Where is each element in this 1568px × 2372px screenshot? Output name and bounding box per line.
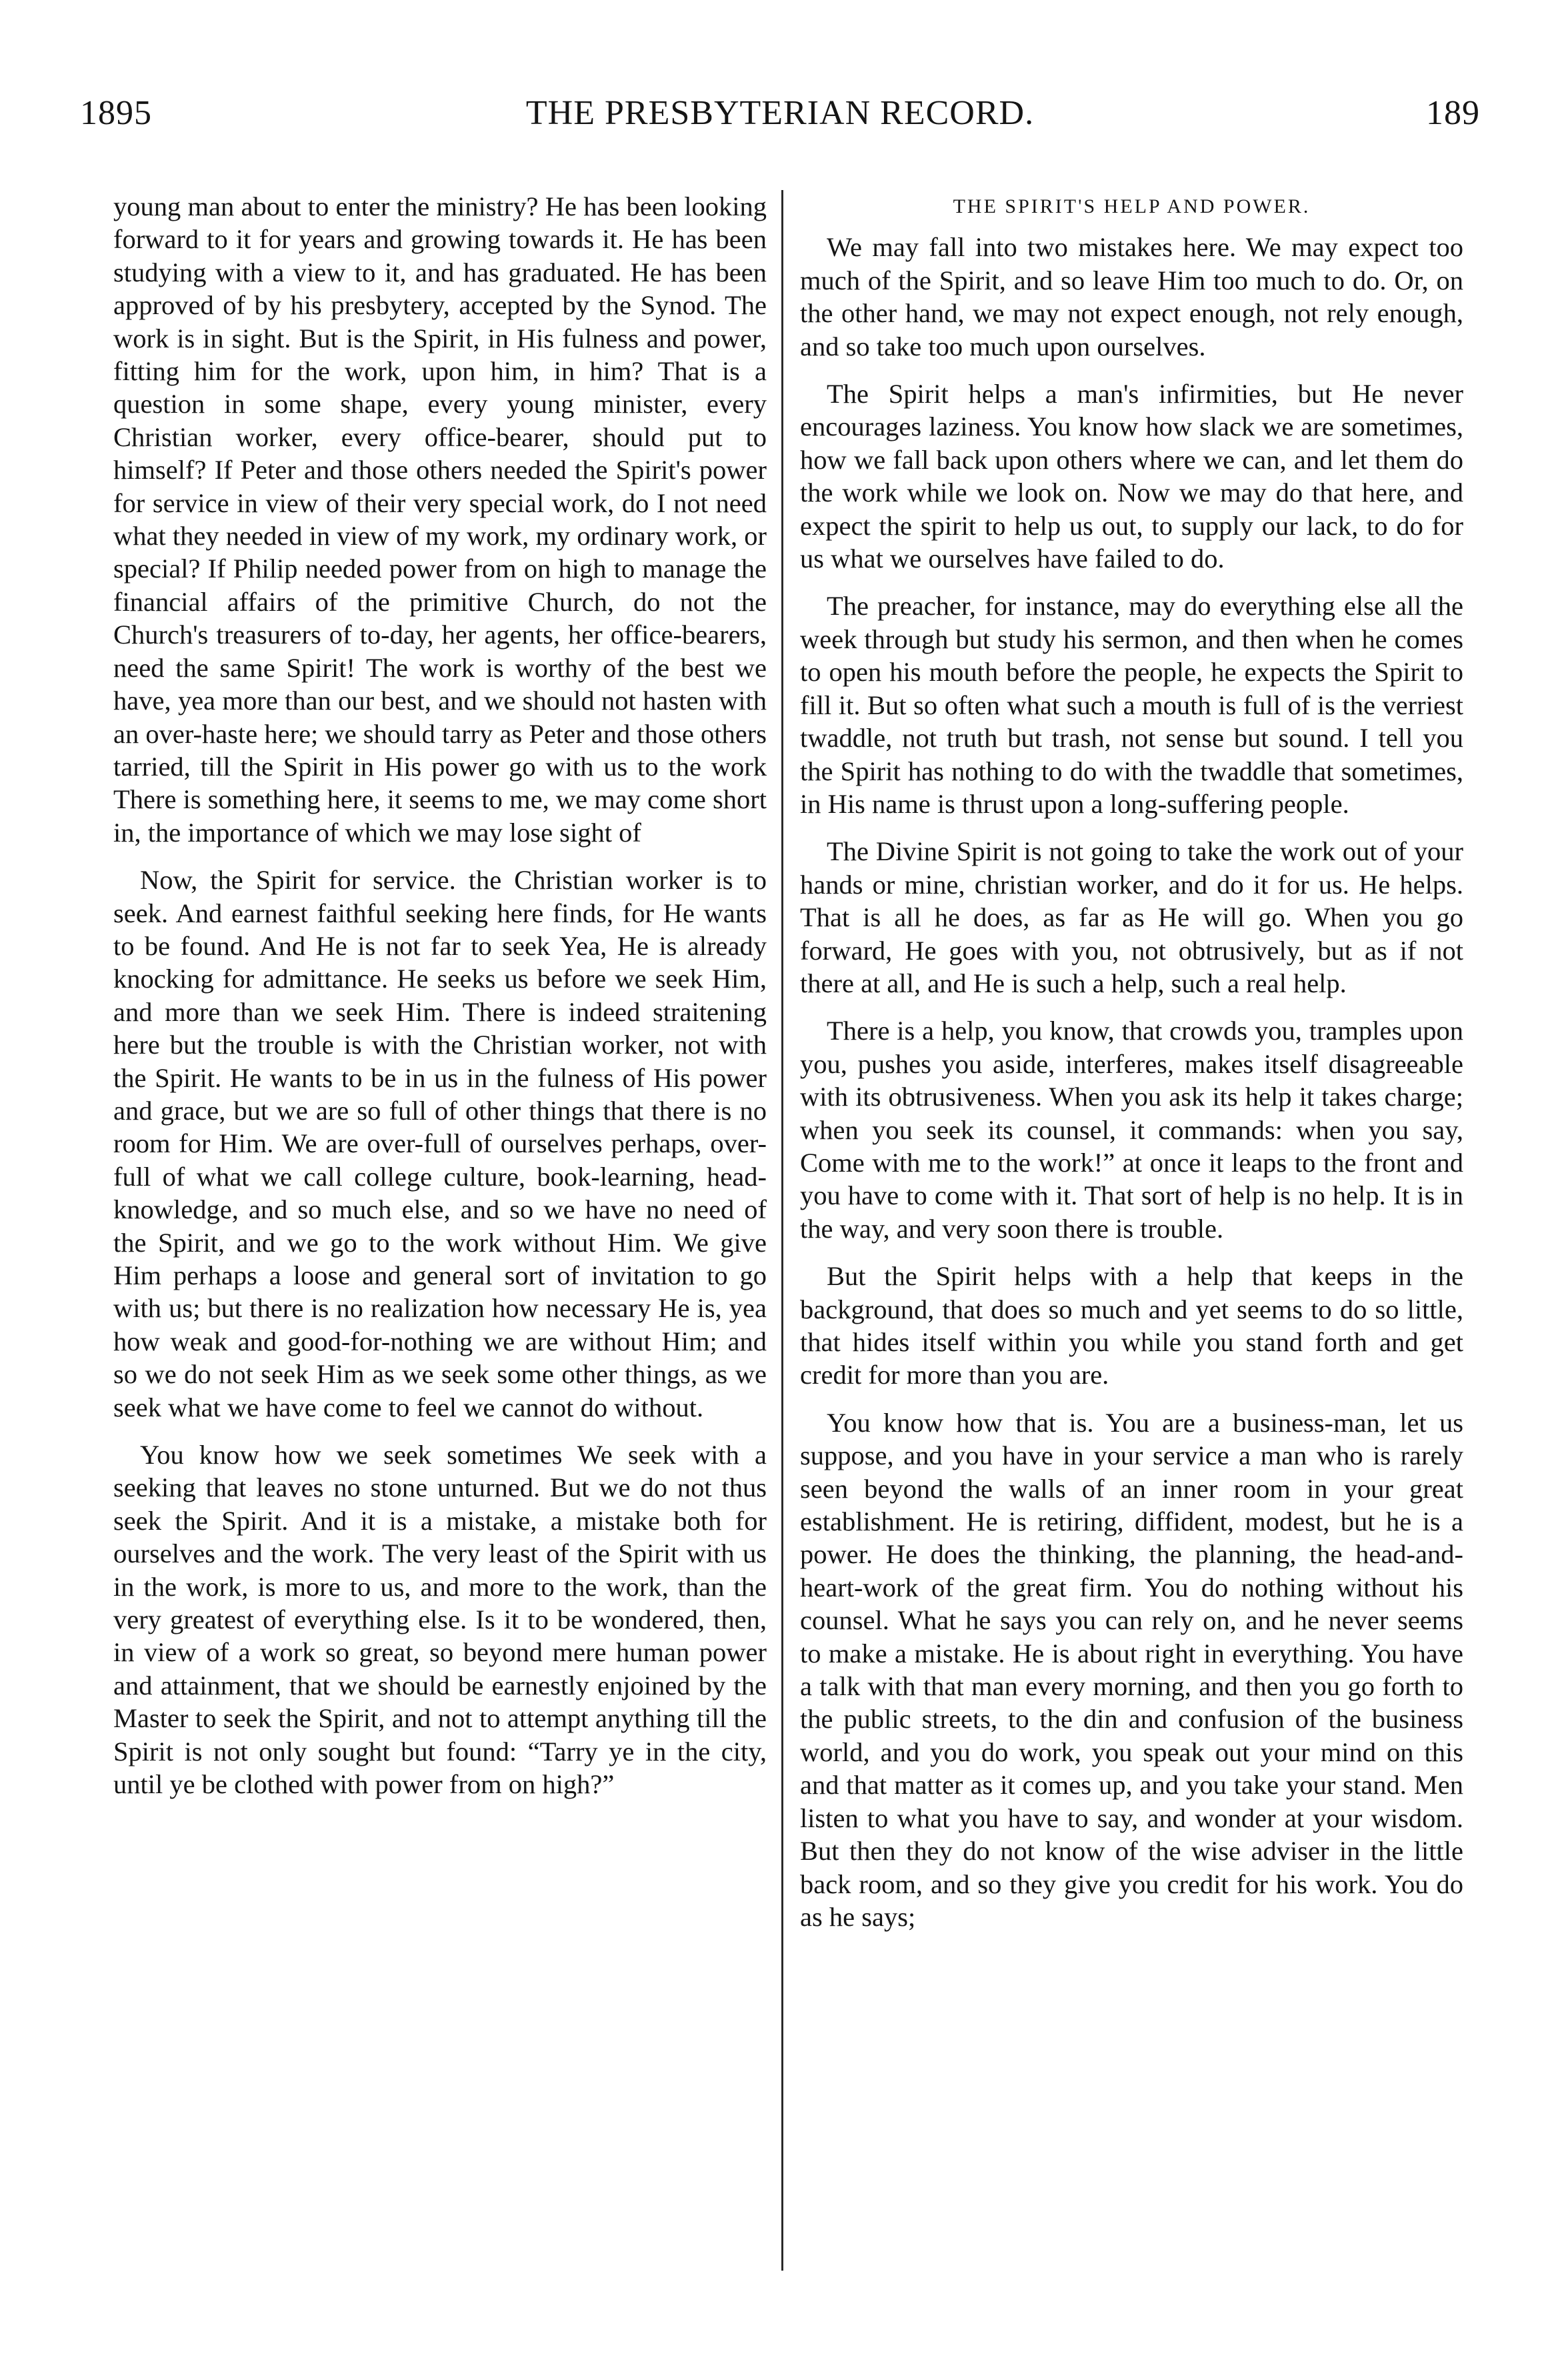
paragraph: You know how we seek sometimes We seek with a seeking that leaves no stone unturned. But we do not thus seek the Spirit. And it is a mistake, a mistake both for ourselves and the work. The very least of the Spirit with us in the work, is more to us, and more to the work, than the very greatest of everything else. Is it to be wondered, then, in view of a work so great, so beyond mere human power and attainment, that we should be earnestly enjoined by the Master to seek the Spirit, and not to attempt anything till the Spirit is not only sought but found: “Tarry ye in the city, until ye be clothed with power from on high?” xyxy=(113,1440,767,1800)
paragraph: We may fall into two mistakes here. We may expect too much of the Spirit, and so leave Him too much to do. Or, on the other hand, we may not expect enough, not rely enough, and so take too much upon ourselves. xyxy=(800,232,1463,361)
journal-title: THE PRESBYTERIAN RECORD. xyxy=(525,94,1035,132)
page-header xyxy=(80,93,1480,147)
paragraph: The preacher, for instance, may do everything else all the week through but study his sermon, and then when he comes to open his mouth before the people, he expects the Spirit to fill it. But so often what such a mouth is full of is the verriest twaddle, not truth but trash, not sense but sound. I tell you the Spirit has nothing to do with the twaddle that sometimes, in His name is thrust upon a long-suffering people. xyxy=(800,591,1463,819)
page-number: 189 xyxy=(1426,94,1480,132)
paragraph: You know how that is. You are a business-man, let us suppose, and you have in your service a man who is rarely seen beyond the walls of an inner room in your great establishment. He is retiring, diffident, modest, but he is a power. He does the thinking, the planning, the head-and-heart-work of the great firm. You do nothing without his counsel. What he says you can rely on, and he never seems to make a mistake. He is about right in everything. You have a talk with that man every morning, and then you go forth to the public streets, to the din and confusion of the business world, and you do work, you speak out your mind on this and that matter as it comes up, and you take your stand. Men listen to what you have to say, and wonder at your wisdom. But then they do not know of the wise adviser in the little back room, and so they give you credit for his work. You do as he says; xyxy=(800,1407,1463,1932)
paragraph: The Spirit helps a man's infirmities, but He never encourages laziness. You know how slack we are sometimes, how we fall back upon others where we can, and let them do the work while we look on. Now we may do that here, and expect the spirit to help us out, to supply our lack, to do for us what we ourselves have failed to do. xyxy=(800,379,1463,574)
paragraph: Now, the Spirit for service. the Christian worker is to seek. And earnest faithful seeking here finds, for He wants to be found. And He is not far to seek Yea, He is already knocking for admittance. He seeks us before we seek Him, and more than we seek Him. There is indeed straitening here but the trouble is with the Christian worker, not with the Spirit. He wants to be in us in the fulness of His power and grace, but we are so full of other things that there is no room for Him. We are over-full of ourselves perhaps, over-full of what we call college culture, book-learning, head-knowledge, and so much else, and so we have no need of the Spirit, and we go to the work without Him. We give Him perhaps a loose and general sort of invitation to go with us; but there is no realization how necessary He is, yea how weak and good-for-nothing we are without Him; and so we do not seek Him as we seek some other things, as we seek what we have come to feel we cannot do without. xyxy=(113,865,767,1422)
header-year: 1895 xyxy=(80,94,152,132)
paragraph: But the Spirit helps with a help that keeps in the background, that does so much and yet seems to do so little, that hides itself within you while you stand forth and get credit for more than you are. xyxy=(800,1261,1463,1390)
paragraph: young man about to enter the ministry? He has been looking forward to it for years and growing towards it. He has been studying with a view to it, and has graduated. He has been approved of by his presbytery, accepted by the Synod. The work is in sight. But is the Spirit, in His fulness and power, fitting him for the work, upon him, in him? That is a question in some shape, every young minister, every Christian worker, every office-bearer, should put to himself? If Peter and those others needed the Spirit's power for service in view of their very special work, do I not need what they needed in view of my work, my ordinary work, or special? If Philip needed power from on high to manage the financial affairs of the primitive Church, do not the Church's treasurers of to-day, her agents, her office-bearers, need the same Spirit! The work is worthy of the best we have, yea more than our best, and we should not hasten with an over-haste here; we should tarry as Peter and those others tarried, till the Spirit in His power go with us to the work There is something here, it seems to me, we may come short in, the importance of which we may lose sight of xyxy=(113,191,767,848)
paragraph: There is a help, you know, that crowds you, tramples upon you, pushes you aside, interferes, makes itself disagreeable with its obtrusiveness. When you ask its help it takes charge; when you seek its counsel, it commands: when you say, Come with me to the work!” at once it leaps to the front and you have to come with it. That sort of help is no help. It is in the way, and very soon there is trouble. xyxy=(800,1016,1463,1244)
left-column xyxy=(113,190,767,1816)
section-heading: THE SPIRIT'S HELP AND POWER. xyxy=(953,195,1311,217)
column-divider xyxy=(781,190,783,2271)
paragraph: The Divine Spirit is not going to take the work out of your hands or mine, christian worker, and do it for us. He helps. That is all he does, as far as He will go. When you go forward, He goes with you, not obtrusively, but as if not there at all, and He is such a help, such a real help. xyxy=(800,836,1463,998)
right-column xyxy=(800,190,1463,1948)
